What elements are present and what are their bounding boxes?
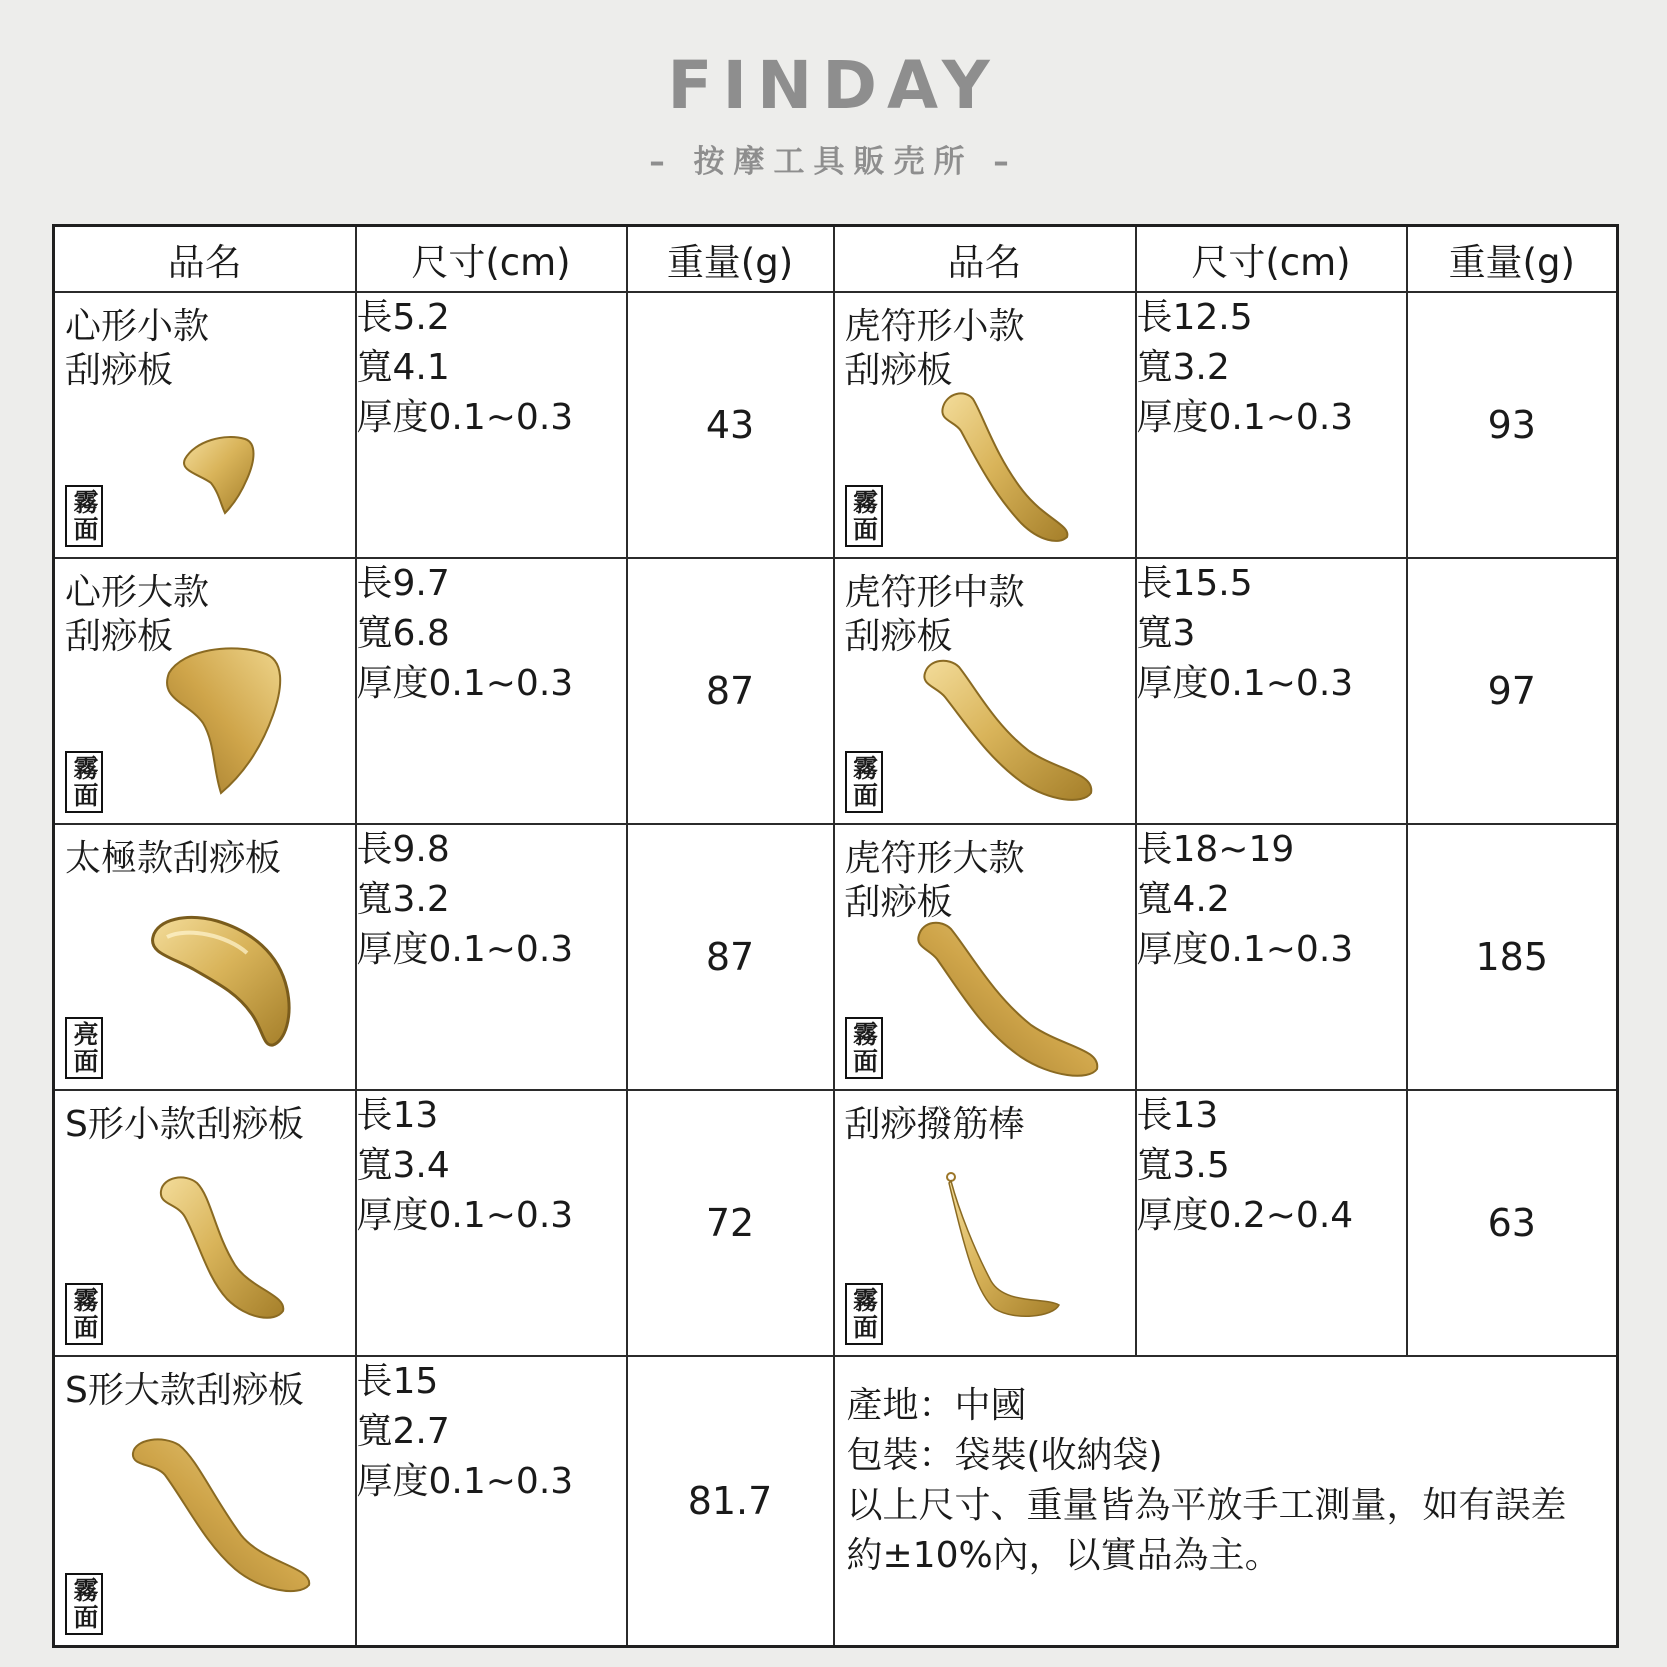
product-name: 太極款刮痧板 (65, 838, 282, 879)
weight-cell: 97 (1407, 558, 1618, 824)
product-name: 心形小款 刮痧板 (65, 306, 210, 391)
thickness-value: 厚度0.2~0.4 (1136, 1195, 1354, 1236)
dimensions-cell (356, 1356, 627, 1647)
finish-badge: 亮面 (65, 1017, 103, 1079)
s-large-gua-sha-icon (129, 1437, 319, 1597)
thickness-value: 厚度0.1~0.3 (356, 1461, 574, 1502)
dimensions-cell (356, 824, 627, 1090)
finish-badge: 霧面 (65, 751, 103, 813)
tiger-large-gua-sha-icon (913, 919, 1103, 1081)
thickness-value: 厚度0.1~0.3 (356, 663, 574, 704)
product-name: S形小款刮痧板 (65, 1104, 304, 1145)
finish-badge: 霧面 (65, 1283, 103, 1345)
product-cell (54, 558, 356, 824)
product-cell (834, 292, 1136, 558)
spec-table (52, 224, 1619, 1648)
table-row (54, 292, 1618, 558)
dimensions-cell (1136, 824, 1407, 1090)
product-cell (834, 558, 1136, 824)
brand-header (0, 48, 1667, 181)
header-weight-right: 重量(g) (1407, 226, 1618, 293)
table-header-row (54, 226, 1618, 293)
finish-badge: 霧面 (845, 1017, 883, 1079)
heart-large-gua-sha-icon (163, 643, 303, 803)
length-value: 長18~19 (1136, 829, 1295, 870)
width-value: 寬3.2 (356, 879, 450, 920)
length-value: 長5.2 (356, 297, 450, 338)
table-row (54, 1090, 1618, 1356)
product-cell (834, 1090, 1136, 1356)
product-cell (54, 824, 356, 1090)
width-value: 寬3.2 (1136, 347, 1230, 388)
length-value: 長9.7 (356, 563, 450, 604)
finish-badge: 霧面 (65, 1573, 103, 1635)
dimensions-cell (1136, 558, 1407, 824)
thickness-value: 厚度0.1~0.3 (1136, 397, 1354, 438)
s-small-gua-sha-icon (155, 1173, 295, 1323)
product-name: 虎符形大款 刮痧板 (844, 838, 1025, 923)
width-value: 寬4.2 (1136, 879, 1230, 920)
finish-badge: 霧面 (845, 1283, 883, 1345)
dimensions-cell (1136, 1090, 1407, 1356)
product-notes (834, 1356, 1618, 1647)
header-weight-left: 重量(g) (627, 226, 834, 293)
header-size-left: 尺寸(cm) (356, 226, 627, 293)
table-row (54, 824, 1618, 1090)
finish-badge: 霧面 (845, 751, 883, 813)
length-value: 長12.5 (1136, 297, 1253, 338)
width-value: 寬3.4 (356, 1145, 450, 1186)
weight-cell: 43 (627, 292, 834, 558)
tiger-small-gua-sha-icon (935, 385, 1085, 545)
product-name: 刮痧撥筋棒 (844, 1104, 1025, 1145)
weight-cell: 93 (1407, 292, 1618, 558)
origin-note: 產地：中國 (846, 1385, 1027, 1426)
header-name-left: 品名 (54, 226, 356, 293)
product-cell (54, 292, 356, 558)
table-row (54, 1356, 1618, 1647)
weight-cell: 185 (1407, 824, 1618, 1090)
brand-logo: FINDAY (667, 47, 1000, 124)
product-name: 虎符形小款 刮痧板 (844, 306, 1025, 391)
product-name: 心形大款 刮痧板 (65, 572, 210, 657)
width-value: 寬2.7 (356, 1411, 450, 1452)
weight-cell: 87 (627, 558, 834, 824)
thickness-value: 厚度0.1~0.3 (1136, 929, 1354, 970)
length-value: 長13 (356, 1095, 439, 1136)
thickness-value: 厚度0.1~0.3 (356, 929, 574, 970)
disclaimer-line-2: 約±10%內，以實品為主。 (846, 1535, 1281, 1576)
dimensions-cell (356, 558, 627, 824)
length-value: 長13 (1136, 1095, 1219, 1136)
length-value: 長9.8 (356, 829, 450, 870)
thickness-value: 厚度0.1~0.3 (1136, 663, 1354, 704)
thickness-value: 厚度0.1~0.3 (356, 1195, 574, 1236)
width-value: 寬3 (1136, 613, 1196, 654)
weight-cell: 72 (627, 1090, 834, 1356)
width-value: 寬3.5 (1136, 1145, 1230, 1186)
width-value: 寬4.1 (356, 347, 450, 388)
brand-subtitle: – 按摩工具販売所 – (649, 144, 1018, 180)
weight-cell: 87 (627, 824, 834, 1090)
disclaimer-line-1: 以上尺寸、重量皆為平放手工測量，如有誤差 (846, 1485, 1567, 1526)
product-cell (54, 1090, 356, 1356)
tiger-medium-gua-sha-icon (919, 655, 1099, 805)
product-name: S形大款刮痧板 (65, 1370, 304, 1411)
dimensions-cell (356, 1090, 627, 1356)
finish-badge: 霧面 (65, 485, 103, 547)
length-value: 長15 (356, 1361, 439, 1402)
packaging-note: 包裝：袋裝(收納袋) (846, 1435, 1163, 1476)
length-value: 長15.5 (1136, 563, 1253, 604)
taiji-gua-sha-icon (147, 913, 297, 1053)
product-cell (834, 824, 1136, 1090)
thickness-value: 厚度0.1~0.3 (356, 397, 574, 438)
weight-cell: 63 (1407, 1090, 1618, 1356)
tendon-stick-icon (945, 1171, 1065, 1321)
product-cell (54, 1356, 356, 1647)
dimensions-cell (356, 292, 627, 558)
dimensions-cell (1136, 292, 1407, 558)
header-size-right: 尺寸(cm) (1136, 226, 1407, 293)
weight-cell: 81.7 (627, 1356, 834, 1647)
finish-badge: 霧面 (845, 485, 883, 547)
table-row (54, 558, 1618, 824)
product-name: 虎符形中款 刮痧板 (844, 572, 1025, 657)
width-value: 寬6.8 (356, 613, 450, 654)
header-name-right: 品名 (834, 226, 1136, 293)
heart-small-gua-sha-icon (175, 431, 265, 521)
